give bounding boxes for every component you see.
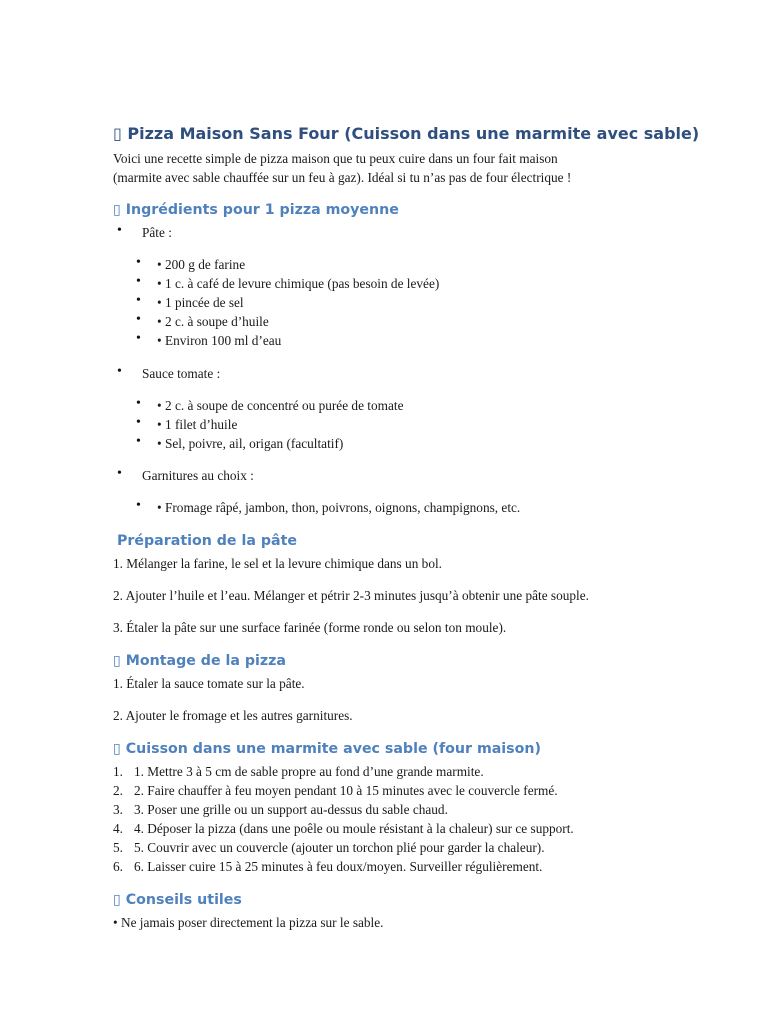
cuisson-step: 3. Poser une grille ou un support au-dessus du sable chaud. <box>134 802 448 817</box>
bullet-icon: • <box>117 223 122 238</box>
list-number: 6. <box>113 859 123 874</box>
preparation-step: 3. Étaler la pâte sur une surface farinée (forme ronde ou selon ton moule). <box>113 620 507 635</box>
bullet-icon: • <box>136 396 141 411</box>
intro-line-1: Voici une recette simple de pizza maison que tu peux cuire dans un four fait maison <box>113 151 558 166</box>
list-item: • Sel, poivre, ail, origan (facultatif) <box>157 436 344 451</box>
cuisson-heading: ▯ Cuisson dans une marmite avec sable (four maison) <box>113 741 541 757</box>
bullet-icon: • <box>136 274 141 289</box>
list-item: • Fromage râpé, jambon, thon, poivrons, oignons, champignons, etc. <box>157 500 521 515</box>
list-item: • 1 filet d’huile <box>157 417 238 432</box>
conseil-item: • Ne jamais poser directement la pizza sur le sable. <box>113 915 384 930</box>
sauce-label: Sauce tomate : <box>142 366 221 381</box>
ingredients-heading: ▯ Ingrédients pour 1 pizza moyenne <box>113 202 399 218</box>
list-number: 3. <box>113 802 123 817</box>
garnitures-label: Garnitures au choix : <box>142 468 254 483</box>
list-number: 1. <box>113 764 123 779</box>
pate-label: Pâte : <box>142 225 172 240</box>
cuisson-step: 6. Laisser cuire 15 à 25 minutes à feu doux/moyen. Surveiller régulièrement. <box>134 859 543 874</box>
bullet-icon: • <box>136 255 141 270</box>
bullet-icon: • <box>136 312 141 327</box>
bullet-icon: • <box>136 415 141 430</box>
cuisson-step: 4. Déposer la pizza (dans une poêle ou moule résistant à la chaleur) sur ce support. <box>134 821 574 836</box>
intro-line-2: (marmite avec sable chauffée sur un feu à gaz). Idéal si tu n’as pas de four électrique ! <box>113 170 572 185</box>
list-item: • 200 g de farine <box>157 257 246 272</box>
bullet-icon: • <box>136 434 141 449</box>
bullet-icon: • <box>136 293 141 308</box>
montage-step: 1. Étaler la sauce tomate sur la pâte. <box>113 676 305 691</box>
cuisson-step: 2. Faire chauffer à feu moyen pendant 10 à 15 minutes avec le couvercle fermé. <box>134 783 558 798</box>
list-item: • Environ 100 ml d’eau <box>157 333 282 348</box>
preparation-step: 2. Ajouter l’huile et l’eau. Mélanger et pétrir 2-3 minutes jusqu’à obtenir une pâte souple. <box>113 588 589 603</box>
montage-step: 2. Ajouter le fromage et les autres garnitures. <box>113 708 353 723</box>
document-title: ▯ Pizza Maison Sans Four (Cuisson dans une marmite avec sable) <box>113 124 700 143</box>
list-item: • 2 c. à soupe de concentré ou purée de tomate <box>157 398 404 413</box>
bullet-icon: • <box>136 498 141 513</box>
bullet-icon: • <box>117 466 122 481</box>
preparation-heading: Préparation de la pâte <box>117 533 297 549</box>
list-number: 5. <box>113 840 123 855</box>
list-item: • 1 pincée de sel <box>157 295 244 310</box>
preparation-step: 1. Mélanger la farine, le sel et la levure chimique dans un bol. <box>113 556 442 571</box>
list-item: • 2 c. à soupe d’huile <box>157 314 269 329</box>
list-number: 2. <box>113 783 123 798</box>
list-item: • 1 c. à café de levure chimique (pas besoin de levée) <box>157 276 440 291</box>
montage-heading: ▯ Montage de la pizza <box>113 653 286 669</box>
bullet-icon: • <box>136 331 141 346</box>
list-number: 4. <box>113 821 123 836</box>
cuisson-step: 5. Couvrir avec un couvercle (ajouter un torchon plié pour garder la chaleur). <box>134 840 545 855</box>
bullet-icon: • <box>117 364 122 379</box>
conseils-heading: ▯ Conseils utiles <box>113 892 242 908</box>
cuisson-step: 1. Mettre 3 à 5 cm de sable propre au fond d’une grande marmite. <box>134 764 484 779</box>
